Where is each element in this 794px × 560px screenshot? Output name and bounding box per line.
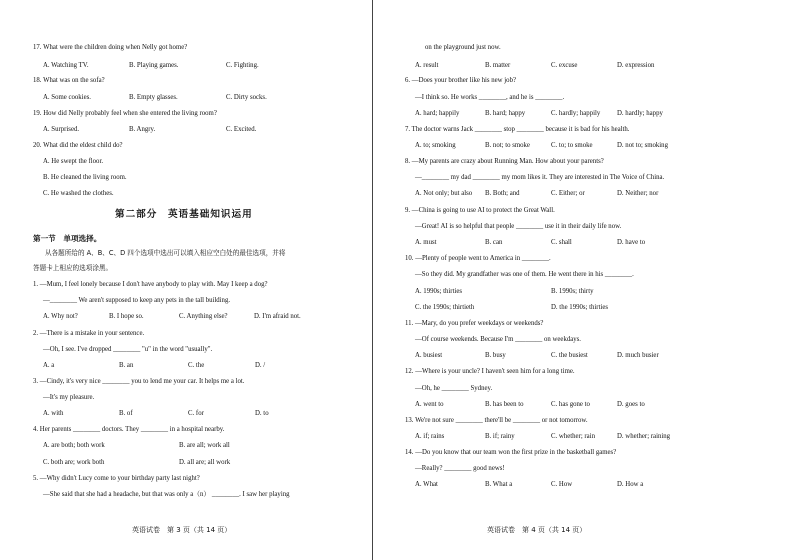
q17-option-c: C. Fighting. [226,62,259,69]
q2-option-d: D. / [255,362,266,369]
q10-option-c: C. the 1990s; thirtieth [415,304,475,311]
q2-option-b: B. an [119,362,134,369]
q4-option-a: A. are both; both work [43,442,105,449]
question-4-line-1: 4. Her parents ________ doctors. They ________ in a hospital nearby. [33,426,225,433]
q17-option-b: B. Playing games. [129,62,179,69]
q18-option-a: A. Some cookies. [43,94,91,101]
question-9-line-1: 9. —China is going to use AI to protect the Great Wall. [405,207,555,214]
q9-option-b: B. can [485,239,503,246]
q3-option-d: D. to [255,410,269,417]
question-6-line-1: 6. —Does your brother like his new job? [405,77,516,84]
instruction-line-1: 从各题所给的 A、B、C、D 四个选项中选出可以填入相应空白处的最佳选项，并将 [45,249,286,257]
q10-option-d: D. the 1990s; thirties [551,304,609,311]
q4-option-b: B. are all; work all [179,442,230,449]
question-7-line-1: 7. The doctor warns Jack ________ stop ________ because it is bad for his health. [405,126,630,133]
q12-option-c: C. has gone to [551,401,590,408]
q18-option-c: C. Dirty socks. [226,94,267,101]
q14-option-a: A. What [415,481,438,488]
question-5-line-1: 5. —Why didn't Lucy come to your birthday party last night? [33,475,200,482]
q5-option-d: D. expression [617,62,655,69]
question-12-line-2: —Oh, he ________ Sydney. [415,385,493,392]
question-2-line-2: —Oh, I see. I've dropped ________ "u" in the word "usually". [43,346,213,353]
q1-option-a: A. Why not? [43,313,78,320]
q19-option-b: B. Angry. [129,126,156,133]
question-5-continued: on the playground just now. [425,44,501,51]
q6-option-c: C. hardly; happily [551,110,601,117]
q14-option-b: B. What a [485,481,513,488]
column-divider [372,0,373,560]
q18-option-b: B. Empty glasses. [129,94,178,101]
q9-option-c: C. shall [551,239,572,246]
question-14-line-1: 14. —Do you know that our team won the first prize in the basketball games? [405,449,617,456]
q13-option-c: C. whether; rain [551,433,595,440]
q3-option-a: A. with [43,410,64,417]
q4-option-c: C. both are; work both [43,459,105,466]
q9-option-d: D. have to [617,239,646,246]
left-page-footer: 英语试卷 第 3 页（共 14 页） [132,526,232,534]
question-9-line-2: —Great! AI is so helpful that people ________ use it in their daily life now. [415,223,622,230]
q8-option-c: C. Either; or [551,190,585,197]
question-6-line-2: —I think so. He works ________, and he is ________. [415,94,565,101]
q4-option-d: D. all are; all work [179,459,231,466]
question-11-line-2: —Of course weekends. Because I'm ________ on weekdays. [415,336,582,343]
question-13-line-1: 13. We're not sure ________ there'll be ________ or not tomorrow. [405,417,588,424]
q14-option-d: D. How a [617,481,644,488]
question-5-line-2: —She said that she had a headache, but that was only a（n） ________. I saw her playing [43,491,290,498]
right-page-footer: 英语试卷 第 4 页（共 14 页） [487,526,587,534]
question-8-line-2: —________ my dad ________ my mom likes it. They are interested in The Voice of China. [415,174,665,181]
question-2-line-1: 2. —There is a mistake in your sentence. [33,330,145,337]
question-20-stem: 20. What did the eldest child do? [33,142,123,149]
q11-option-b: B. busy [485,352,506,359]
q9-option-a: A. must [415,239,437,246]
part-two-title: 第二部分 英语基础知识运用 [115,209,253,220]
q8-option-a: A. Not only; but also [415,190,473,197]
q2-option-a: A. a [43,362,55,369]
section-one-title: 第一节 单项选择。 [33,234,102,243]
question-14-line-2: —Really? ________ good news! [415,465,505,472]
q10-option-a: A. 1990s; thirties [415,288,463,295]
question-1-line-2: —________ We aren't supposed to keep any pets in the tall building. [43,297,231,304]
q20-option-a: A. He swept the floor. [43,158,104,165]
q12-option-d: D. goes to [617,401,645,408]
question-3-line-2: —It's my pleasure. [43,394,95,401]
q1-option-d: D. I'm afraid not. [254,313,301,320]
q10-option-b: B. 1990s; thirty [551,288,594,295]
q20-option-b: B. He cleaned the living room. [43,174,127,181]
q5-option-a: A. result [415,62,439,69]
q2-option-c: C. the [188,362,205,369]
q13-option-d: D. whether; raining [617,433,671,440]
q6-option-b: B. hard; happy [485,110,526,117]
q11-option-c: C. the busiest [551,352,588,359]
q5-option-b: B. matter [485,62,511,69]
q6-option-d: D. hardly; happy [617,110,663,117]
q19-option-a: A. Surprised. [43,126,80,133]
q14-option-c: C. How [551,481,573,488]
q7-option-b: B. not; to smoke [485,142,530,149]
q11-option-d: D. much busier [617,352,659,359]
q5-option-c: C. excuse [551,62,578,69]
question-1-line-1: 1. —Mum, I feel lonely because I don't have anybody to play with. May I keep a dog? [33,281,268,288]
q13-option-a: A. if; rains [415,433,445,440]
q17-option-a: A. Watching TV. [43,62,89,69]
question-17-stem: 17. What were the children doing when Nelly got home? [33,44,188,51]
question-10-line-2: —So they did. My grandfather was one of them. He went there in his ________. [415,271,634,278]
q12-option-b: B. has been to [485,401,524,408]
q12-option-a: A. went to [415,401,444,408]
question-10-line-1: 10. —Plenty of people went to America in ________. [405,255,551,262]
question-18-stem: 18. What was on the sofa? [33,77,105,84]
q7-option-d: D. not to; smoking [617,142,668,149]
q13-option-b: B. if; rainy [485,433,515,440]
question-12-line-1: 12. —Where is your uncle? I haven't seen him for a long time. [405,368,575,375]
q11-option-a: A. busiest [415,352,443,359]
question-3-line-1: 3. —Cindy, it's very nice ________ you to lend me your car. It helps me a lot. [33,378,245,385]
q8-option-d: D. Neither; nor [617,190,659,197]
q20-option-c: C. He washed the clothes. [43,190,114,197]
question-19-stem: 19. How did Nelly probably feel when she entered the living room? [33,110,217,117]
q3-option-b: B. of [119,410,133,417]
q7-option-c: C. to; to smoke [551,142,593,149]
q19-option-c: C. Excited. [226,126,257,133]
q3-option-c: C. for [188,410,204,417]
q7-option-a: A. to; smoking [415,142,456,149]
q6-option-a: A. hard; happily [415,110,460,117]
instruction-line-2: 答题卡上相应的选项涂黑。 [33,264,113,272]
q1-option-c: C. Anything else? [179,313,228,320]
q8-option-b: B. Both; and [485,190,520,197]
question-11-line-1: 11. —Mary, do you prefer weekdays or weekends? [405,320,544,327]
q1-option-b: B. I hope so. [109,313,144,320]
question-8-line-1: 8. —My parents are crazy about Running Man. How about your parents? [405,158,604,165]
